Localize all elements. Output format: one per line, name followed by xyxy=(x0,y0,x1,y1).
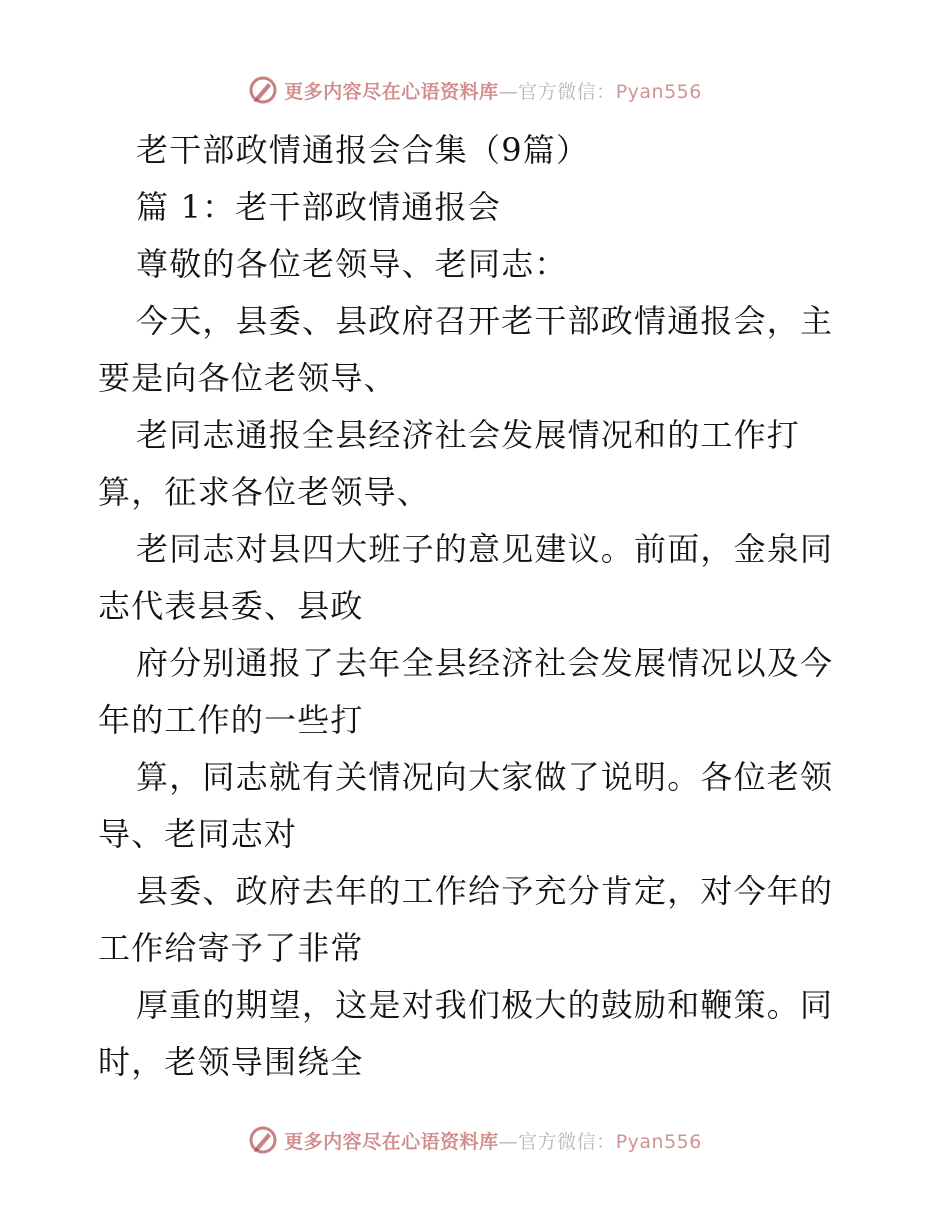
paragraph-line: 年的工作的一些打 xyxy=(98,701,364,739)
watermark-text xyxy=(284,77,702,104)
pen-circle-logo-icon xyxy=(248,1125,278,1155)
paragraph-line: 老同志通报全县经济社会发展情况和的工作打 xyxy=(136,416,801,454)
paragraph-line: 导、老同志对 xyxy=(98,815,298,853)
paragraph-line: 工作给寄予了非常 xyxy=(98,929,364,967)
paragraph-line: 时，老领导围绕全 xyxy=(98,1043,364,1081)
paragraph-line: 县委、政府去年的工作给予充分肯定，对今年的 xyxy=(136,872,834,910)
document-title: 老干部政情通报会合集（9篇） xyxy=(136,131,590,169)
watermark-site-name: 更多内容尽在心语资料库 xyxy=(284,80,499,103)
paragraph-line: 算，同志就有关情况向大家做了说明。各位老领 xyxy=(136,758,834,796)
watermark-wechat-label: 官方微信： xyxy=(518,80,616,103)
section-heading: 篇 1：老干部政情通报会 xyxy=(136,188,501,226)
paragraph-line: 厚重的期望，这是对我们极大的鼓励和鞭策。同 xyxy=(136,986,834,1024)
watermark-dash: — xyxy=(498,80,519,103)
watermark-wechat-id: Pyan556 xyxy=(615,1130,702,1153)
pen-circle-logo-icon xyxy=(248,75,278,105)
watermark-wechat-id: Pyan556 xyxy=(615,80,702,103)
paragraph-line: 志代表县委、县政 xyxy=(98,587,364,625)
watermark-dash: — xyxy=(498,1130,519,1153)
paragraph-line: 府分别通报了去年全县经济社会发展情况以及今 xyxy=(136,644,834,682)
document-body xyxy=(98,122,858,1091)
header-watermark xyxy=(0,70,950,110)
paragraph-line: 尊敬的各位老领导、老同志： xyxy=(136,245,568,283)
watermark-site-name: 更多内容尽在心语资料库 xyxy=(284,1130,499,1153)
watermark-text xyxy=(284,1127,702,1154)
footer-watermark xyxy=(0,1120,950,1160)
paragraph-line: 今天，县委、县政府召开老干部政情通报会，主 xyxy=(136,302,834,340)
watermark-wechat-label: 官方微信： xyxy=(518,1130,616,1153)
paragraph-line: 要是向各位老领导、 xyxy=(98,359,397,397)
paragraph-line: 算，征求各位老领导、 xyxy=(98,473,431,511)
paragraph-line: 老同志对县四大班子的意见建议。前面，金泉同 xyxy=(136,530,834,568)
